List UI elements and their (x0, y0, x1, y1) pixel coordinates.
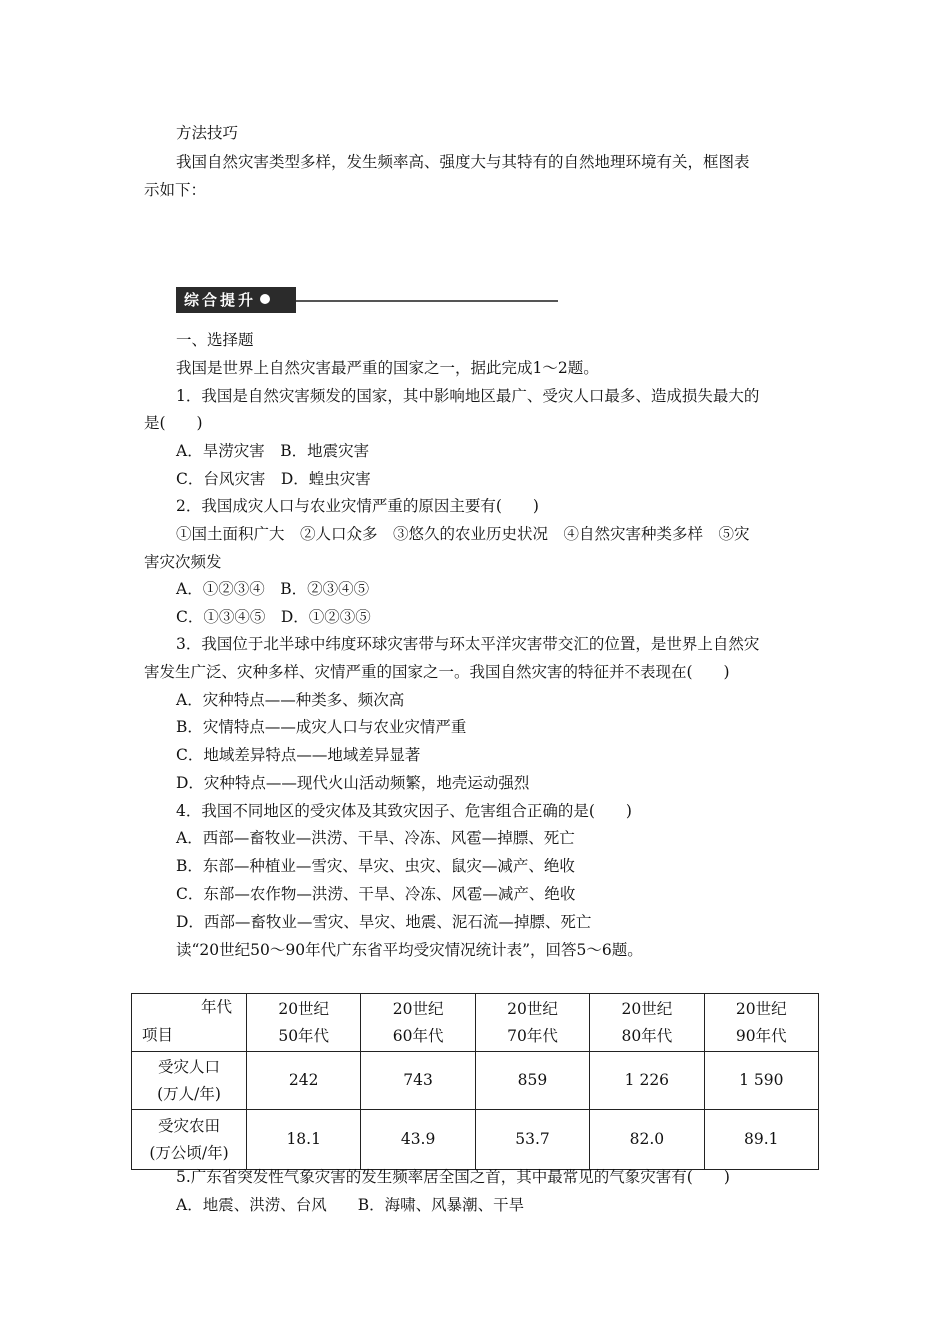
column-header (704, 994, 818, 1052)
corner-label-item: 项目 (142, 1026, 174, 1044)
table-cell: 82.0 (590, 1110, 704, 1170)
column-header-line1: 20世纪 (735, 999, 787, 1018)
column-header-line2: 70年代 (507, 1026, 558, 1045)
section-divider (296, 300, 558, 302)
method-title: 方法技巧 (176, 124, 239, 142)
column-header-line2: 80年代 (621, 1026, 673, 1045)
q1-stem-line1: 1．我国是自然灾害频发的国家，其中影响地区最广、受灾人口最多、造成损失最大的 (176, 387, 760, 405)
q1-options-2: C．台风灾害 D．蝗虫灾害 (176, 470, 371, 488)
column-header-line1: 20世纪 (507, 999, 558, 1018)
q4-option-a: A．西部—畜牧业—洪涝、干旱、冷冻、风雹—掉膘、死亡 (176, 829, 575, 847)
table-row (132, 1052, 819, 1110)
column-header-line1: 20世纪 (278, 999, 330, 1018)
q3-stem-line2: 害发生广泛、灾种多样、灾情严重的国家之一。我国自然灾害的特征并不表现在( ) (144, 663, 730, 681)
corner-label-period: 年代 (200, 998, 232, 1016)
q4-option-c: C．东部—农作物—洪涝、干旱、冷冻、风雹—减产、绝收 (176, 885, 576, 903)
method-text-line2: 示如下： (144, 181, 207, 199)
q2-stem-line1: 2．我国成灾人口与农业灾情严重的原因主要有( ) (176, 497, 539, 515)
row-header (132, 1110, 247, 1170)
section-banner-label: 综合提升 (184, 291, 257, 309)
disaster-stats-table (131, 993, 819, 1170)
q1-options-1: A．旱涝灾害 B．地震灾害 (176, 442, 370, 460)
q3-option-c: C．地域差异特点——地域差异显著 (176, 746, 421, 764)
column-header-line1: 20世纪 (392, 999, 444, 1018)
q2-options-1: A．①②③④ B．②③④⑤ (176, 580, 370, 598)
section-banner (176, 287, 296, 313)
column-header-line2: 90年代 (735, 1026, 787, 1045)
row-header-line1: 受灾人口 (157, 1057, 220, 1076)
column-header (247, 994, 361, 1052)
row-header-line1: 受灾农田 (157, 1116, 220, 1135)
table-cell: 89.1 (704, 1110, 818, 1170)
column-header-line2: 60年代 (392, 1026, 444, 1045)
q1-stem-line2: 是( ) (144, 414, 203, 432)
intro-text: 我国是世界上自然灾害最严重的国家之一，据此完成1～2题。 (176, 359, 599, 377)
column-header (361, 994, 475, 1052)
row-header (132, 1052, 247, 1110)
q2-options-2: C．①③④⑤ D．①②③⑤ (176, 608, 371, 626)
q5-options-1: A．地震、洪涝、台风 B．海啸、风暴潮、干旱 (176, 1196, 525, 1214)
table-intro: 读“20世纪50～90年代广东省平均受灾情况统计表”，回答5～6题。 (176, 941, 643, 959)
table-header-row (132, 994, 819, 1052)
table-cell: 1 226 (590, 1052, 704, 1110)
row-header-line2: (万公顷/年) (149, 1143, 229, 1162)
q5-stem-line1: 5.广东省突发性气象灾害的发生频率居全国之首，其中最常见的气象灾害有( ) (176, 1168, 730, 1186)
table-cell: 743 (361, 1052, 475, 1110)
q4-option-d: D．西部—畜牧业—雪灾、旱灾、地震、泥石流—掉膘、死亡 (176, 913, 592, 931)
q3-option-b: B．灾情特点——成灾人口与农业灾情严重 (176, 718, 467, 736)
method-text-line1: 我国自然灾害类型多样，发生频率高、强度大与其特有的自然地理环境有关，框图表 (176, 153, 750, 171)
table-corner-cell (132, 994, 247, 1052)
table-cell: 43.9 (361, 1110, 475, 1170)
column-header (475, 994, 589, 1052)
q3-option-d: D．灾种特点——现代火山活动频繁，地壳运动强烈 (176, 774, 530, 792)
table-cell: 18.1 (247, 1110, 361, 1170)
table-cell: 1 590 (704, 1052, 818, 1110)
q3-stem-line1: 3．我国位于北半球中纬度环球灾害带与环太平洋灾害带交汇的位置，是世界上自然灾 (176, 635, 760, 653)
q2-stem-line3: 害灾次频发 (144, 553, 222, 571)
table-cell: 859 (475, 1052, 589, 1110)
q3-option-a: A．灾种特点——种类多、频次高 (176, 691, 405, 709)
banner-dot-icon (260, 294, 270, 304)
column-header-line1: 20世纪 (621, 999, 673, 1018)
question-type: 一、选择题 (176, 331, 254, 349)
column-header (590, 994, 704, 1052)
table-cell: 242 (247, 1052, 361, 1110)
q2-stem-line2: ①国土面积广大 ②人口众多 ③悠久的农业历史状况 ④自然灾害种类多样 ⑤灾 (176, 525, 750, 543)
q4-stem-line1: 4．我国不同地区的受灾体及其致灾因子、危害组合正确的是( ) (176, 802, 632, 820)
row-header-line2: (万人/年) (157, 1084, 221, 1103)
q4-option-b: B．东部—种植业—雪灾、旱灾、虫灾、鼠灾—减产、绝收 (176, 857, 575, 875)
table-cell: 53.7 (475, 1110, 589, 1170)
column-header-line2: 50年代 (278, 1026, 330, 1045)
table-row (132, 1110, 819, 1170)
